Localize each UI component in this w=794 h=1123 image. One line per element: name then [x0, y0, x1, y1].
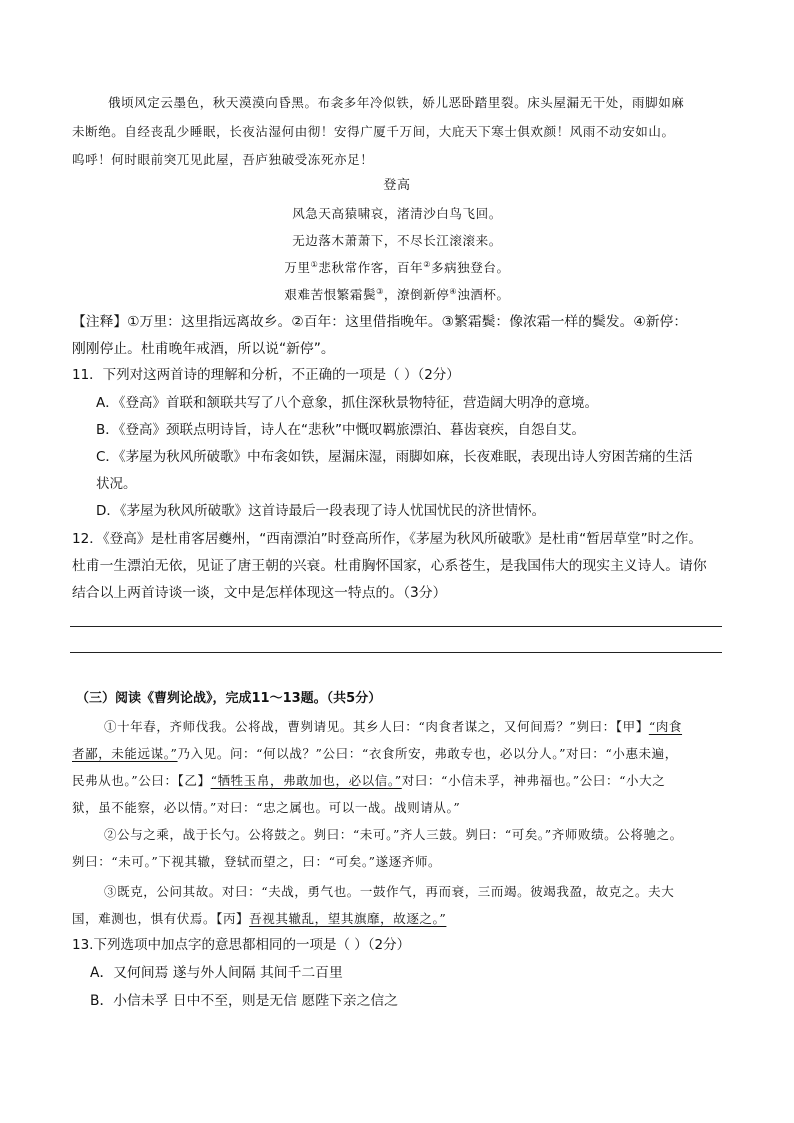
q11-option-a: A．《登高》首联和颔联共写了八个意象，抓住深秋景物特征，营造阔大明净的意境。: [96, 395, 598, 411]
passage-yi-underline: “牺牲玉帛，弗敢加也，必以信。”: [210, 773, 402, 788]
poem-denggao-line-2: 无边落木萧萧下，不尽长江滚滚来。: [292, 233, 502, 248]
passage-p1-line-1: ①十年春，齐师伐我。公将战，曹刿请见。其乡人曰：“肉食者谋之，又何间焉？”刿曰：【甲】“肉食: [104, 719, 683, 734]
poem-denggao-line-3: 万里①悲秋常作客，百年②多病独登台。: [284, 260, 510, 275]
poem-maowu-line-3: 呜呼！何时眼前突兀见此屋，吾庐独破受冻死亦足！: [72, 152, 374, 167]
notes-line-1: 【注释】①万里：这里指远离故乡。②百年：这里借指晚年。③繁霜鬓：像浓霜一样的鬓发。④新停：: [72, 314, 688, 330]
q12-line-2: 杜甫一生漂泊无依，见证了唐王朝的兴衰。杜甫胸怀国家，心系苍生，是我国伟大的现实主义诗人。请你: [72, 558, 707, 574]
q11-stem: 11．下列对这两首诗的理解和分析，不正确的一项是（ ）（2分）: [72, 367, 460, 383]
q13-option-b: B．小信未孚 日中不至，则是无信 愿陛下亲之信之: [90, 993, 398, 1009]
q11-option-c-cont: 状况。: [96, 476, 137, 492]
passage-bing-underline: 吾视其辙乱，望其旗靡，故逐之。”: [249, 911, 447, 926]
answer-line-1[interactable]: [70, 626, 722, 627]
poem-maowu-line-2: 未断绝。自经丧乱少睡眠，长夜沾湿何由彻！安得广厦千万间，大庇天下寒士俱欢颜！风雨不动安如山。: [72, 124, 675, 139]
passage-p1-line-2: 者鄙，未能远谋。”乃入见。问：“何以战？”公曰：“衣食所安，弗敢专也，必以分人。”对曰：“小惠未遍，: [72, 746, 678, 761]
q11-option-d: D．《茅屋为秋风所破歌》这首诗最后一段表现了诗人忧国忧民的济世情怀。: [96, 503, 546, 519]
q13-option-a: A．又何间焉 遂与外人间隔 其间千二百里: [90, 965, 343, 981]
q11-option-b: B．《登高》颈联点明诗旨，诗人在“悲秋”中慨叹羁旅漂泊、暮齿衰疾，自怨自艾。: [96, 422, 585, 438]
section3-heading: （三）阅读《曹刿论战》，完成11～13题。（共5分）: [76, 691, 382, 706]
poem-maowu-line-1: 俄顷风定云墨色，秋天漠漠向昏黑。布衾多年冷似铁，娇儿恶卧踏里裂。床头屋漏无干处，雨脚如麻: [108, 95, 685, 110]
q12-line-1: 12．《登高》是杜甫客居夔州，“西南漂泊”时登高所作，《茅屋为秋风所破歌》是杜甫“暂居草堂”时之作。: [72, 531, 702, 547]
passage-p1-line-3: 民弗从也。”公曰：【乙】“牺牲玉帛，弗敢加也，必以信。”对曰：“小信未孚，神弗福也。”公曰：“小大之: [72, 773, 666, 788]
passage-p1-line-4: 狱，虽不能察，必以情。”对曰：“忠之属也。可以一战。战则请从。”: [72, 800, 461, 815]
passage-jia-underline: “肉食: [648, 719, 683, 734]
answer-line-2[interactable]: [70, 652, 722, 653]
q13-stem: 13.下列选项中加点字的意思都相同的一项是（ ）（2分）: [72, 937, 411, 953]
passage-p3-line-1: ③既克，公问其故。对曰：“夫战，勇气也。一鼓作气，再而衰，三而竭。彼竭我盈，故克之。夫大: [104, 884, 675, 899]
q12-line-3: 结合以上两首诗谈一谈，文中是怎样体现这一特点的。（3分）: [72, 585, 447, 601]
passage-p2-line-1: ②公与之乘，战于长勺。公将鼓之。刿曰：“未可。”齐人三鼓。刿曰：“可矣。”齐师败绩。公将驰之。: [104, 827, 683, 842]
poem-denggao-line-4: 艰难苦恨繁霜鬓③，潦倒新停④浊酒杯。: [284, 287, 510, 302]
poem-denggao-line-1: 风急天高猿啸哀，渚清沙白鸟飞回。: [292, 206, 502, 221]
passage-p2-line-2: 刿曰：“未可。”下视其辙，登轼而望之，曰：“可矣。”遂逐齐师。: [72, 854, 442, 869]
passage-p3-line-2: 国，难测也，惧有伏焉。【丙】吾视其辙乱，望其旗靡，故逐之。”: [72, 911, 447, 926]
notes-line-2: 刚刚停止。杜甫晚年戒酒，所以说“新停”。: [72, 341, 335, 357]
poem-denggao-title: 登高: [383, 178, 411, 193]
q11-option-c: C．《茅屋为秋风所破歌》中布衾如铁，屋漏床湿，雨脚如麻，长夜难眠，表现出诗人穷困苦痛的生活: [96, 449, 693, 465]
